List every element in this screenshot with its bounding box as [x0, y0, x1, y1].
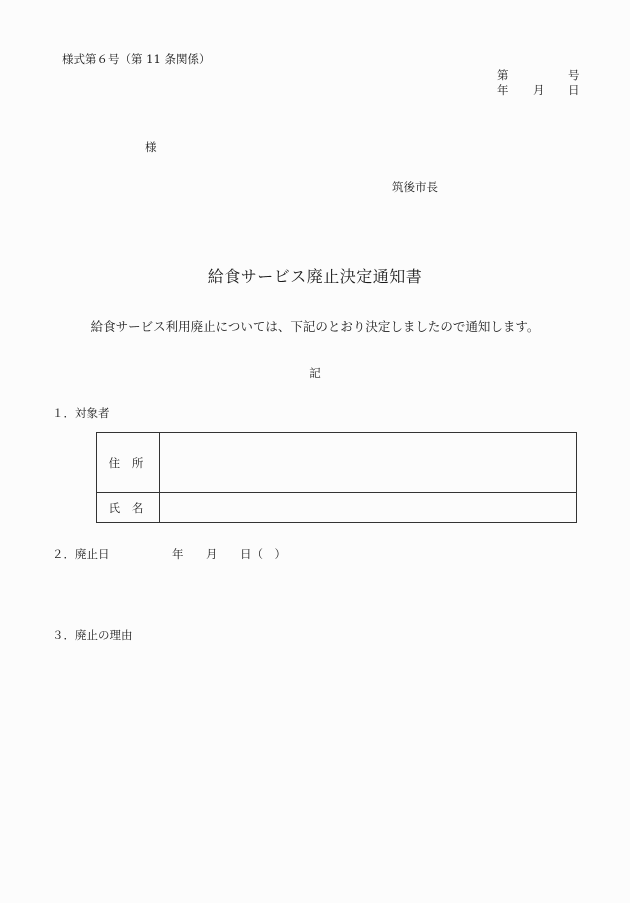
name-value — [160, 493, 576, 522]
notice-body: 給食サービス利用廃止については、下記のとおり決定しましたので通知します。 — [90, 319, 540, 334]
address-label: 住 所 — [97, 433, 160, 492]
issue-date-day: 日 — [568, 83, 580, 97]
issue-date-year: 年 — [497, 83, 509, 97]
table-row — [97, 493, 576, 522]
issue-date-month: 月 — [533, 83, 545, 97]
target-person-table — [96, 432, 577, 523]
abolition-date-year: 年 — [172, 547, 184, 561]
document-number-suffix: 号 — [568, 68, 580, 82]
document-title: 給食サービス廃止決定通知書 — [207, 267, 423, 286]
form-number: 様式第６号（第 11 条関係） — [62, 52, 211, 66]
ki-heading: 記 — [309, 366, 321, 380]
abolition-date-day: 日（ ） — [240, 547, 286, 561]
abolition-date-month: 月 — [206, 547, 218, 561]
sender-name: 筑後市長 — [392, 180, 438, 194]
table-row — [97, 433, 576, 493]
document-number-prefix: 第 — [497, 68, 509, 82]
section-abolition-date: ２．廃止日 — [52, 547, 110, 561]
section-target-person: １．対象者 — [52, 406, 110, 420]
name-label: 氏 名 — [97, 493, 160, 522]
addressee-honorific: 様 — [145, 140, 157, 154]
section-abolition-reason: ３．廃止の理由 — [52, 628, 133, 642]
address-value — [160, 433, 576, 492]
